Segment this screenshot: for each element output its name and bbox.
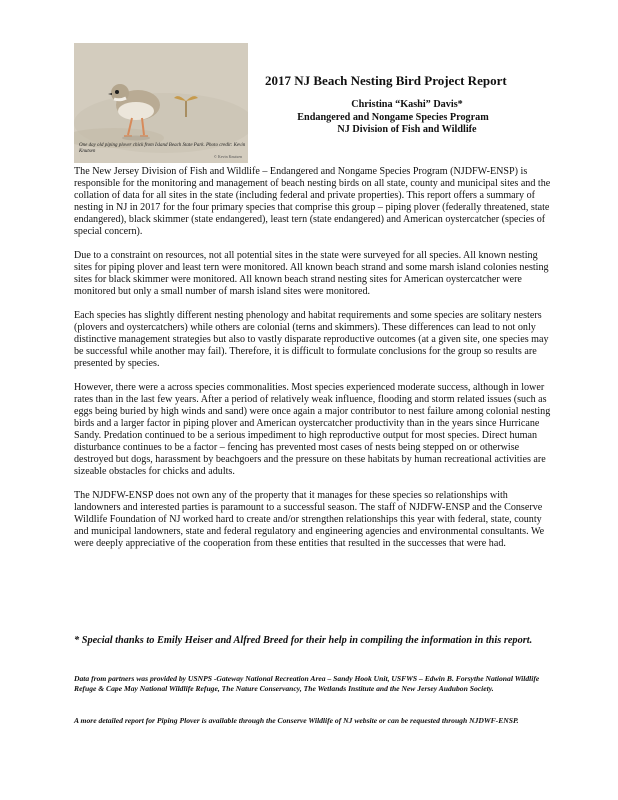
paragraph-landowners: The NJDFW-ENSP does not own any of the property that it manages for these species so relationships with landowners and interested parties is paramount to a successful season. The staff of NJDFW-ENSP and the Conserve Wildlife Foundation of NJ worked hard to create and/or strengthen relationships this year with federal, state, county and municipal landowners, state and federal regulatory and engineering agencies and environmental consultants. We were deeply appreciative of the cooperation from these entities that resulted in the successes that were had. bbox=[74, 490, 545, 549]
paragraph-intro: The New Jersey Division of Fish and Wildlife – Endangered and Nongame Species Program (NJDFW-ENSP) is responsible for the monitoring and management of beach nesting birds on all state, county and municipal sites and the collation of data for all sites in the state (including federal and private properties). This report offers a summary of nesting in NJ in 2017 for the four primary species that comprise this group – piping plover (federally threatened, state endangered), black skimmer (state endangered), least tern (state endangered) and American oystercatcher (species of special concern). bbox=[74, 166, 551, 237]
paragraph-species-differences: Each species has slightly different nesting phenology and habitat requirements and some species are solitary nesters (plovers and oystercatchers) while others are colonial (terns and skimmers). These differences can lead to not only distinctive management strategies but also to vastly disparate reproductive outcomes (at a given site, one species may be successful while another may fail). Therefore, it is difficult to formulate conclusions for the group so results are presented by species. bbox=[74, 310, 549, 369]
photo-watermark: © Kevin Knutsen bbox=[213, 154, 242, 159]
author-division: NJ Division of Fish and Wildlife bbox=[337, 124, 477, 135]
paragraph-survey-constraints: Due to a constraint on resources, not all potential sites in the state were surveyed for all species. All known nesting sites for piping plover and least tern were monitored. All known beach strand and some marsh island colonies nesting sites for black skimmer were monitored. All known beach strand nesting sites for American oystercatcher were monitored but only a small number of marsh island sites were monitored. bbox=[74, 250, 549, 297]
report-title: 2017 NJ Beach Nesting Bird Project Report bbox=[265, 73, 507, 88]
plover-chick-photo bbox=[74, 43, 248, 163]
photo-caption: One day old piping plover chick from Island Beach State Park. Photo credit: Kevin Knutsen bbox=[79, 143, 246, 154]
special-thanks: * Special thanks to Emily Heiser and Alfred Breed for their help in compiling the information in this report. bbox=[74, 635, 533, 646]
author-program: Endangered and Nongame Species Program bbox=[297, 111, 489, 123]
report-body bbox=[74, 166, 552, 562]
partners-note: Data from partners was provided by USNPS -Gateway National Recreation Area – Sandy Hook Unit, USFWS – Edwin B. Forsythe National Wildlife Refuge & Cape May National Wildlife Refuge, The Nature Conservancy, The Wetlands Institute and the New Jersey Audubon Society. bbox=[74, 674, 540, 693]
paragraph-commonalities: However, there were a across species commonalities. Most species experienced moderate success, although in lower rates than in the last few years. After a period of relatively weak influence, flooding and storm related issues (such as eggs being buried by high winds and sand) were once again a major contributor to nest failure among colonial nesting birds and a larger factor in piping plover and American oystercatcher productivity than in the years since Hurricane Sandy. Predation continued to be a serious impediment to high reproductive output for most species. Direct human disturbance continues to be a factor – fencing has prevented most cases of nests being stepped on or otherwise destroyed but dogs, harassment by beachgoers and the pressure on these habitats by human recreational activities are sizeable obstacles for chicks and adults. bbox=[74, 382, 551, 477]
detailed-report-note: A more detailed report for Piping Plover is available through the Conserve Wildlife of NJ website or can be requested through NJDWF-ENSP. bbox=[74, 716, 519, 725]
author-name: Christina “Kashi” Davis* bbox=[351, 99, 463, 110]
author-block bbox=[248, 99, 538, 137]
